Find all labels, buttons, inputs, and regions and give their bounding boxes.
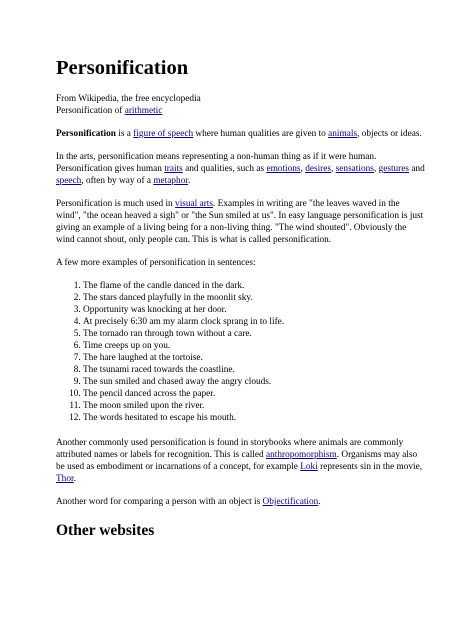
objectification-paragraph <box>56 496 426 508</box>
arts-text-7: , often by way of a <box>81 176 154 186</box>
personification-of-line <box>56 105 426 117</box>
arts-paragraph <box>56 151 426 187</box>
personification-of-text: Personification of <box>56 106 125 116</box>
article-subtitle <box>56 93 426 117</box>
objectification-text-2: . <box>318 497 321 507</box>
intro-text-1: is a <box>115 129 134 139</box>
visual-arts-paragraph <box>56 198 426 246</box>
arts-text-8: . <box>187 176 191 186</box>
arts-text-4: , <box>331 164 336 174</box>
figure-of-speech-link[interactable]: figure of speech <box>133 129 194 139</box>
arts-text-3: , <box>300 164 306 174</box>
anthro-text-1: Another commonly used personification is found in storybooks where animals are commonly attributed names or labels for recognition. This is called <box>56 438 404 460</box>
visual-arts-text-1: Personification is much used in <box>56 199 176 209</box>
list-item: 2. The stars danced playfully in the moonlit sky. <box>83 292 426 304</box>
anthro-text-3: represents sin in the movie, <box>317 462 423 472</box>
source-line: From Wikipedia, the free encyclopedia <box>56 94 201 104</box>
metaphor-link[interactable]: metaphor <box>153 176 188 186</box>
list-item: 9. The sun smiled and chased away the angry clouds. <box>83 376 426 388</box>
examples-intro: A few more examples of personification in sentences: <box>56 258 256 268</box>
examples-list <box>56 280 426 424</box>
arts-text-5: , <box>373 164 379 174</box>
list-item: 4. At precisely 6:30 am my alarm clock sprang in to life. <box>83 316 426 328</box>
intro-text-2: where human qualities are given to <box>193 129 329 139</box>
anthro-text-4: . <box>73 474 76 484</box>
objectification-link[interactable]: Objectification <box>262 497 319 507</box>
list-item: 7. The hare laughed at the tortoise. <box>83 352 426 364</box>
list-item: 8. The tsunami raced towards the coastline. <box>83 364 426 376</box>
list-item: 11. The moon smiled upon the river. <box>83 400 426 412</box>
list-item: 6. Time creeps up on you. <box>83 340 426 352</box>
page-title: Personification <box>56 57 189 79</box>
emotions-link[interactable]: emotions <box>266 164 301 174</box>
arts-text-2: and qualities, such as <box>182 164 267 174</box>
arts-text-1: In the arts, personification means representing a non-human thing as if it were human. Personification gives human <box>56 152 377 174</box>
list-item: 12. The words hesitated to escape his mouth. <box>83 412 426 424</box>
article <box>56 56 426 540</box>
speech-link[interactable]: speech <box>56 176 82 186</box>
traits-link[interactable]: traits <box>164 164 183 174</box>
visual-arts-text-2: . Examples in writing are "the leaves waved in the wind", "the ocean heaved a sigh" or "the Sun smiled at us". In easy language personification is just giving an example of a living being for a non-living thing. "The wind shouted". Obviously the wind cannot shout, only people can. This is what is called personification. <box>56 199 424 245</box>
list-item: 1. The flame of the candle danced in the dark. <box>83 280 426 292</box>
intro-text-3: , objects or ideas. <box>357 129 422 139</box>
loki-link[interactable]: Loki <box>300 462 318 472</box>
arts-text-6: and <box>409 164 425 174</box>
intro-bold-term: Personification <box>56 129 116 139</box>
anthropomorphism-paragraph <box>56 437 426 485</box>
intro-paragraph <box>56 128 426 140</box>
sensations-link[interactable]: sensations <box>335 164 374 174</box>
list-item: 3. Opportunity was knocking at her door. <box>83 304 426 316</box>
objectification-text-1: Another word for comparing a person with an object is <box>56 497 263 507</box>
arithmetic-link[interactable]: arithmetic <box>124 106 163 116</box>
visual-arts-link[interactable]: visual arts <box>175 199 214 209</box>
anthropomorphism-link[interactable]: anthropomorphism <box>265 450 337 460</box>
list-item: 10. The pencil danced across the paper. <box>83 388 426 400</box>
animals-link[interactable]: animals <box>328 129 358 139</box>
gestures-link[interactable]: gestures <box>378 164 410 174</box>
desires-link[interactable]: desires <box>305 164 332 174</box>
other-websites-heading: Other websites <box>56 522 155 539</box>
list-item: 5. The tornado ran through town without a care. <box>83 328 426 340</box>
anthro-text-2: . Organisms may also be used as embodiment or incarnations of a concept, for example <box>56 450 418 472</box>
thor-link[interactable]: Thor <box>56 474 74 484</box>
